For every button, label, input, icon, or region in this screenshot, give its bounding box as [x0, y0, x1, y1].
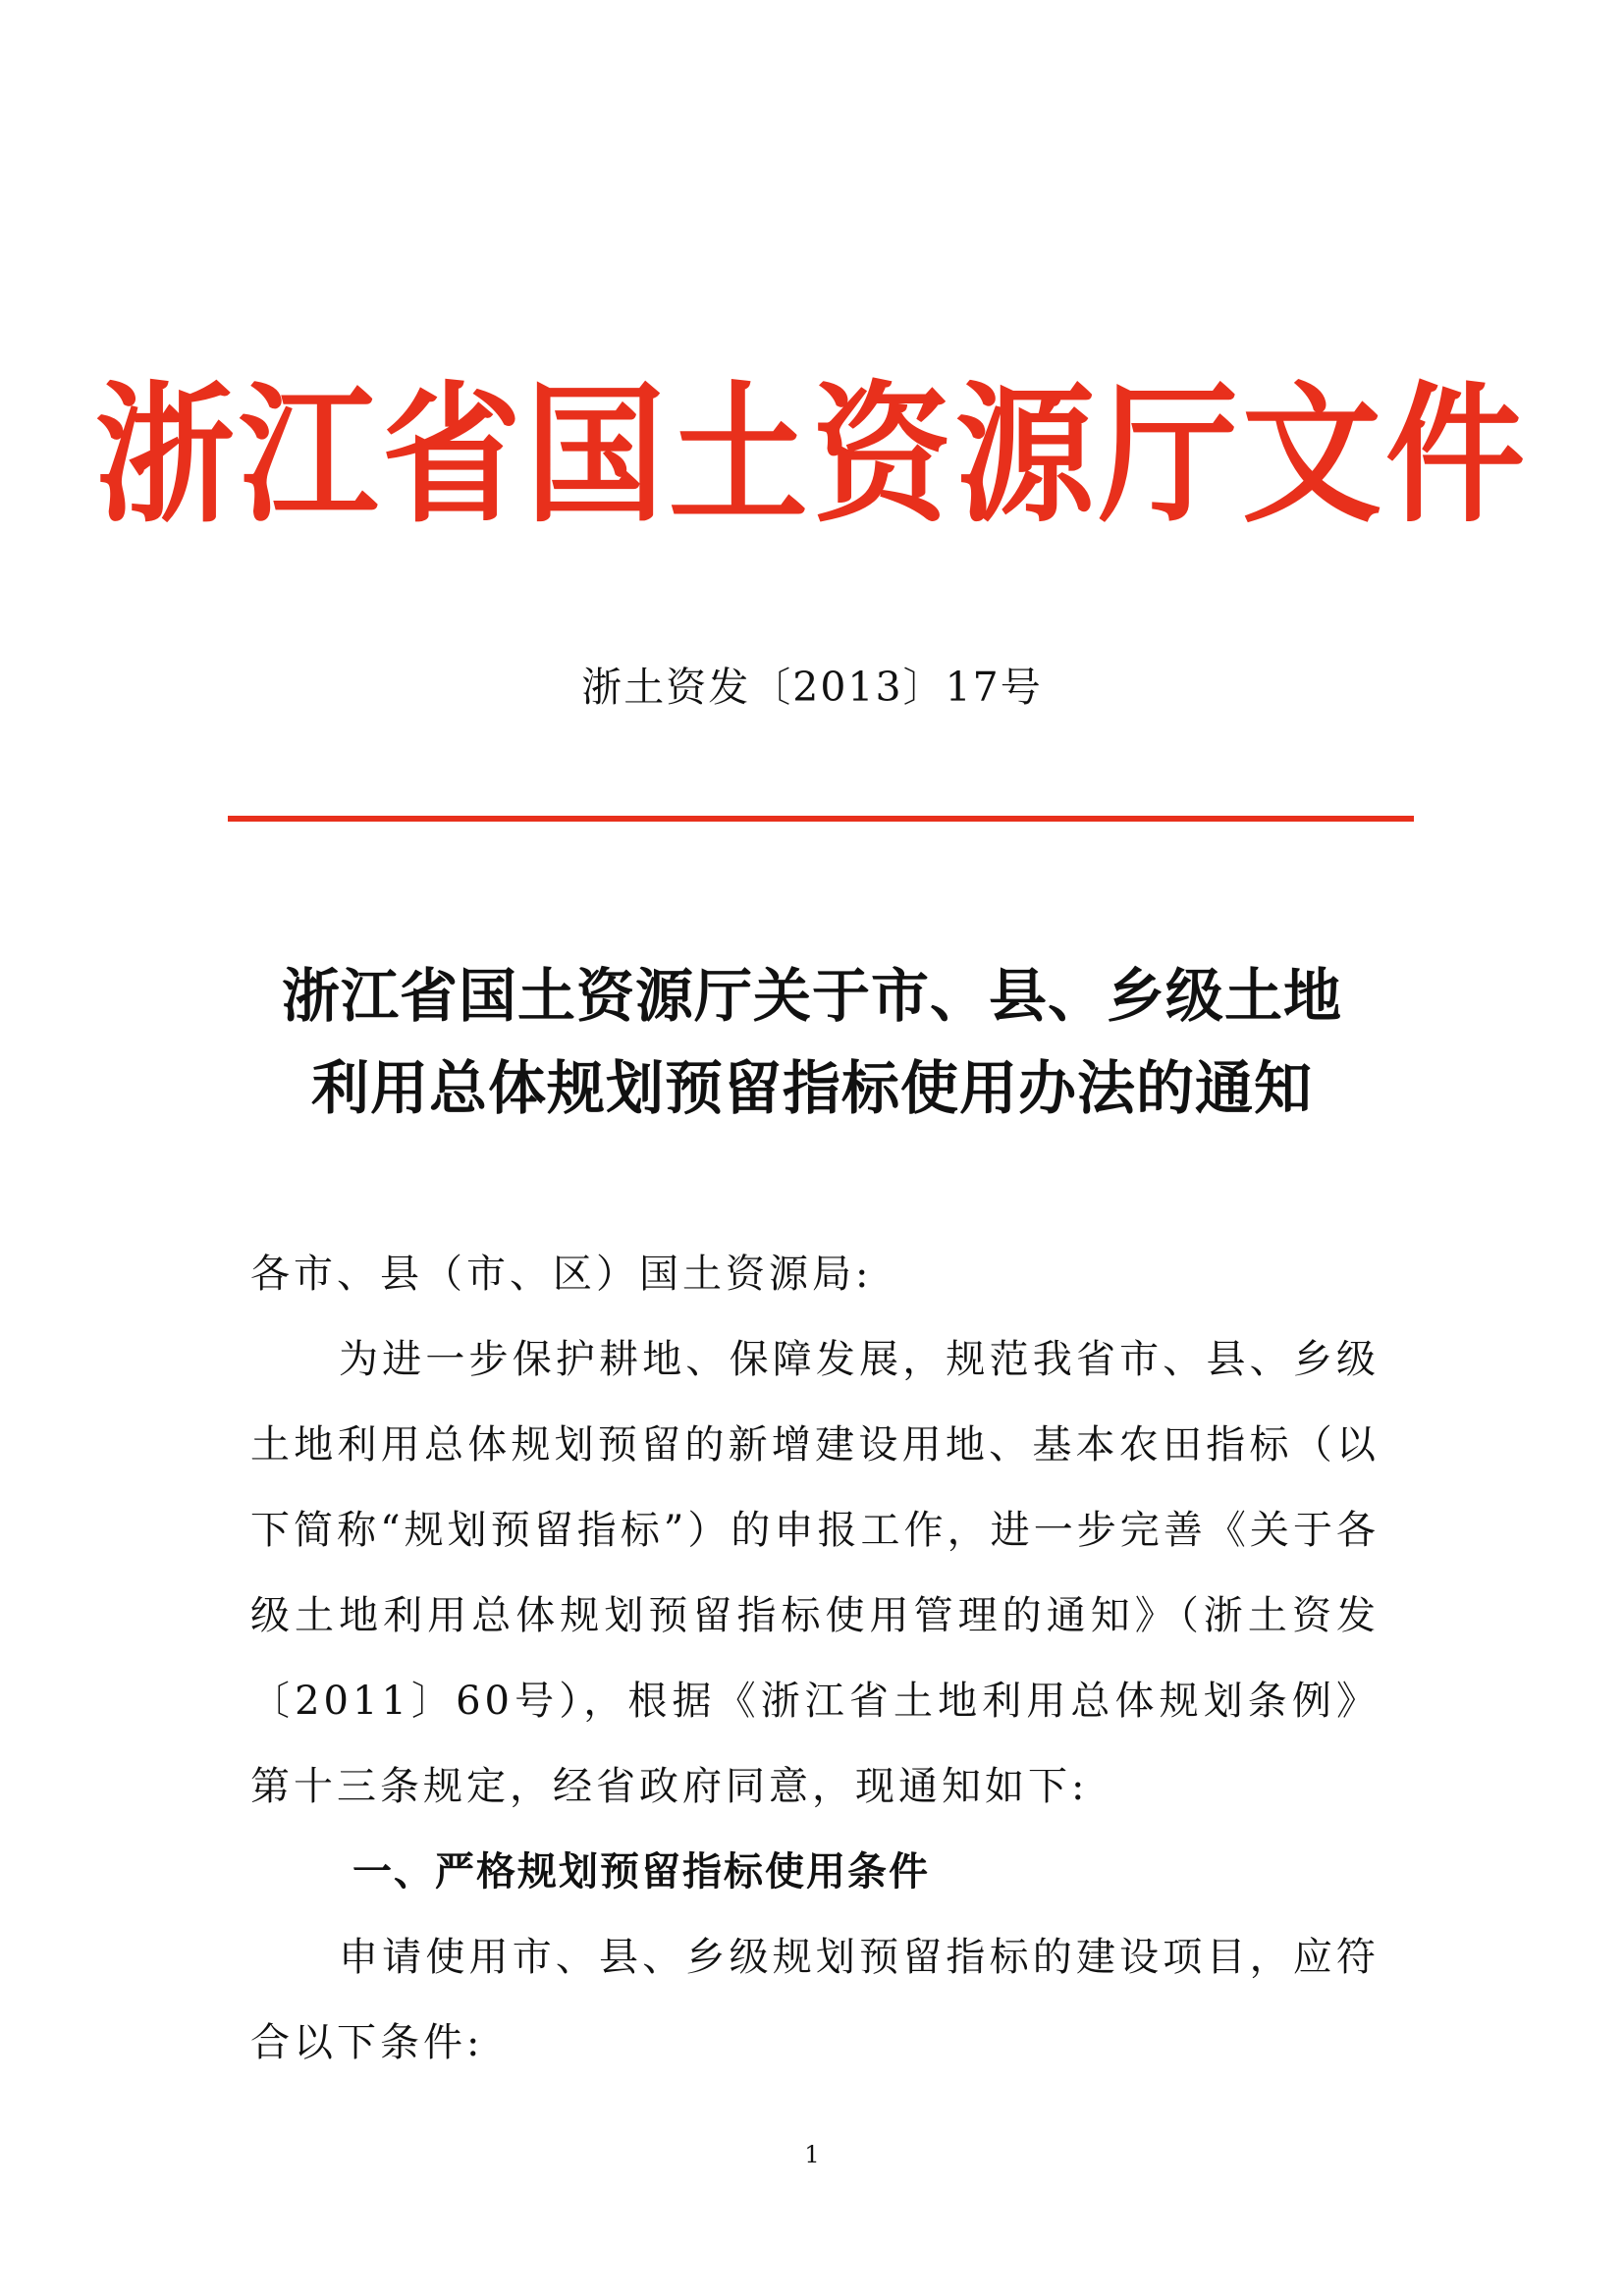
body-text — [250, 1232, 1380, 2086]
page-number: 1 — [804, 2141, 820, 2168]
red-divider-line — [228, 816, 1414, 822]
addressee: 各市、县（市、区）国土资源局: — [250, 1252, 873, 1297]
document-number: 浙土资发〔2013〕17号 — [581, 664, 1043, 711]
notice-title-line-2: 利用总体规划预留指标使用办法的通知 — [310, 1054, 1313, 1122]
masthead-title: 浙江省国土资源厅文件 — [95, 368, 1529, 544]
notice-title-line-1: 浙江省国土资源厅关于市、县、乡级土地 — [281, 962, 1342, 1030]
notice-title — [0, 950, 1624, 1135]
paragraph-conditions: 申请使用市、县、乡级规划预留指标的建设项目，应符合以下条件: — [250, 1935, 1380, 2065]
section-heading-1: 一、严格规划预留指标使用条件 — [352, 1849, 930, 1895]
paragraph-intro: 为进一步保护耕地、保障发展，规范我省市、县、乡级土地利用总体规划预留的新增建设用地、基本农田指标（以下简称“规划预留指标”）的申报工作，进一步完善《关于各级土地利用总体规划预留指标使用管理的通知》（浙土资发〔2011〕60号），根据《浙江省土地利用总体规划条例》第十三条规定，经省政府同意，现通知如下: — [250, 1337, 1380, 1809]
